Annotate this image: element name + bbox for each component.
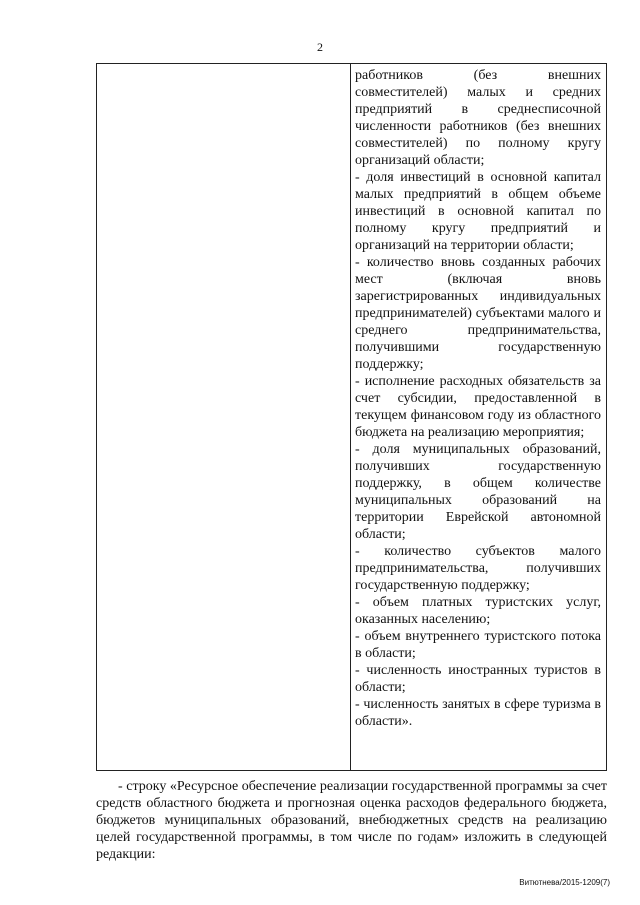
document-code: Витютнева/2015-1209(7) bbox=[519, 878, 610, 887]
indicator-item: работников (без внешних совместителей) малых и средних предприятий в среднесписочной численности работников (без внешних совместителей) по полному кругу организаций области; bbox=[355, 68, 601, 168]
indicator-item: - количество субъектов малого предпринимательства, получивших государственную поддержку; bbox=[355, 544, 601, 593]
indicator-item: - объем платных туристских услуг, оказанных населению; bbox=[355, 595, 601, 627]
indicator-item: - доля муниципальных образований, получивших государственную поддержку, в общем количестве муниципальных образований на территории Еврейской автономной области; bbox=[355, 442, 601, 542]
column-divider bbox=[350, 64, 351, 770]
program-table bbox=[96, 63, 607, 771]
indicator-item: - исполнение расходных обязательств за счет субсидии, предоставленной в текущем финансовом году из областного бюджета на реализацию мероприятия; bbox=[355, 374, 601, 440]
indicator-item: - численность занятых в сфере туризма в области». bbox=[355, 697, 601, 729]
page-number: 2 bbox=[317, 40, 323, 54]
indicator-item: - численность иностранных туристов в области; bbox=[355, 663, 601, 695]
indicator-item: - доля инвестиций в основной капитал малых предприятий в общем объеме инвестиций в основной капитал по полному кругу предприятий и организаций на территории области; bbox=[355, 170, 601, 253]
indicators-cell bbox=[355, 67, 601, 730]
indicator-item: - количество вновь созданных рабочих мест (включая вновь зарегистрированных индивидуальных предпринимателей) субъектами малого и среднего предпринимательства, получившими государственную поддержку; bbox=[355, 255, 601, 372]
indicator-item: - объем внутреннего туристского потока в области; bbox=[355, 629, 601, 661]
amendment-paragraph: - строку «Ресурсное обеспечение реализации государственной программы за счет средств областного бюджета и прогнозная оценка расходов федерального бюджета, бюджетов муниципальных образований, внебюджетных средств на реализацию целей государственной программы, в том числе по годам» изложить в следующей редакции: bbox=[96, 779, 607, 862]
